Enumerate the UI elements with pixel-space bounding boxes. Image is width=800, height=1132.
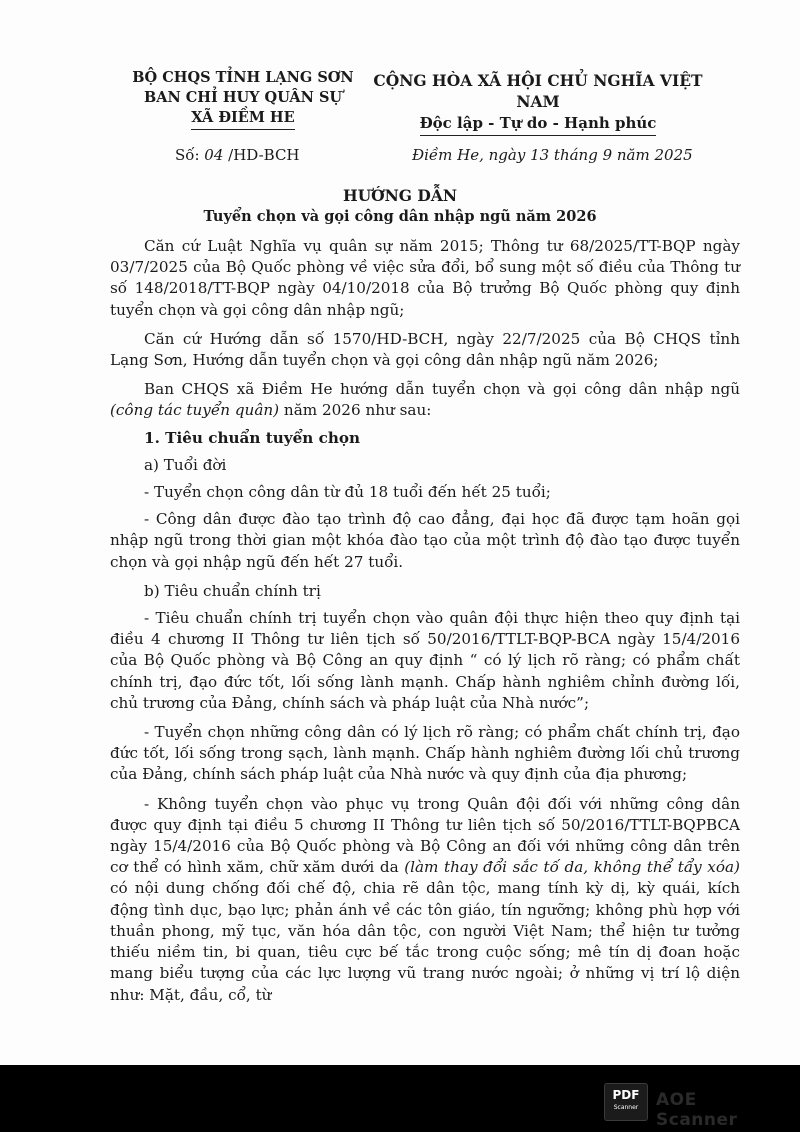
- intro-text-a: Ban CHQS xã Điềm He hướng dẫn tuyển chọn và gọi công dân nhập ngũ: [144, 380, 740, 399]
- national-header: [368, 70, 708, 136]
- doc-number-suffix: /HD-BCH: [223, 146, 300, 164]
- section-heading-1: 1. Tiêu chuẩn tuyển chọn: [144, 428, 361, 447]
- paragraph-political-3: [110, 794, 740, 1006]
- scanner-app-name: AOE Scanner: [656, 1090, 738, 1130]
- document-body: [110, 236, 740, 1014]
- paragraph-legal-basis-1: Căn cứ Luật Nghĩa vụ quân sự năm 2015; Thông tư 68/2025/TT-BQP ngày 03/7/2025 của Bộ Quốc phòng về việc sửa đổi, bổ sung một số điều của Thông tư số 148/2018/TT-BQP ngày 04/10/2018 của Bộ trưởng Bộ Quốc phòng quy định tuyển chọn và gọi công dân nhập ngũ;: [110, 237, 740, 319]
- paragraph-political-1: - Tiêu chuẩn chính trị tuyển chọn vào quân đội thực hiện theo quy định tại điều 4 chương II Thông tư liên tịch số 50/2016/TTLT-BQP-BCA ngày 15/4/2016 của Bộ Quốc phòng và Bộ Công an quy định “ có lý lịch rõ ràng; có phẩm chất chính trị, đạo đức tốt, lối sống lành mạnh. Chấp hành nghiêm chỉnh đường lối, chủ trương của Đảng, chính sách và pháp luật của Nhà nước”;: [110, 609, 740, 712]
- issuing-agency-header: [128, 68, 358, 130]
- paragraph-intro: [110, 379, 740, 421]
- agency-line-3: XÃ ĐIỀM HE: [191, 108, 294, 130]
- paragraph-legal-basis-2: Căn cứ Hướng dẫn số 1570/HD-BCH, ngày 22/7/2025 của Bộ CHQS tỉnh Lạng Sơn, Hướng dẫn tuyển chọn và gọi công dân nhập ngũ năm 2026;: [110, 329, 740, 370]
- political-3-text-emphasis: (làm thay đổi sắc tố da, không thể tẩy xóa): [404, 858, 740, 877]
- political-3-text-a: - Không tuyển chọn vào phục vụ trong Quân đội đối với những công dân được quy định tại điều 5 chương II Thông tư liên tịch số 50/2016/TTLT-BQPBCA ngày 15/4/2016 của Bộ Quốc phòng và Bộ Công an đối với những công dân trên cơ thể có hình xăm, chữ xăm dưới da: [110, 794, 740, 877]
- political-3-text-b: có nội dung chống đối chế độ, chia rẽ dân tộc, mang tính kỳ dị, kỳ quái, kích động tình dục, bạo lực; phản ánh về các tôn giáo, tín ngưỡng; không phù hợp với thuần phong, mỹ tục, văn hóa dân tộc, con người Việt Nam; thể hiện tư tưởng thiếu niềm tin, bi quan, tiêu cực bế tắc trong cuộc sống; mê tín dị đoan hoặc mang biểu tượng của các lực lượng vũ trang nước ngoài; ở những vị trí lộ diện như: Mặt, đầu, cổ, từ: [110, 879, 740, 1004]
- intro-text-emphasis: (công tác tuyển quân): [110, 401, 280, 420]
- doc-number-value: 04: [204, 146, 224, 164]
- pdf-scanner-icon: [604, 1083, 648, 1121]
- national-title: CỘNG HÒA XÃ HỘI CHỦ NGHĨA VIỆT NAM: [373, 71, 703, 111]
- agency-line-1: BỘ CHQS TỈNH LẠNG SƠN: [132, 69, 354, 86]
- title-main: HƯỚNG DẪN: [342, 186, 458, 205]
- scanner-watermark: [604, 1083, 784, 1130]
- pdf-badge-sublabel: Scanner: [613, 1104, 639, 1111]
- subsection-heading-b: b) Tiêu chuẩn chính trị: [144, 581, 321, 600]
- title-subtitle: Tuyển chọn và gọi công dân nhập ngũ năm 2026: [203, 208, 597, 225]
- paragraph-age-1: - Tuyển chọn công dân từ đủ 18 tuổi đến hết 25 tuổi;: [144, 483, 551, 502]
- intro-text-b: năm 2026 như sau:: [279, 401, 432, 420]
- national-motto: Độc lập - Tự do - Hạnh phúc: [420, 113, 657, 136]
- paragraph-political-2: - Tuyển chọn những công dân có lý lịch rõ ràng; có phẩm chất chính trị, đạo đức tốt, lối sống trong sạch, lành mạnh. Chấp hành nghiêm đường lối chủ trương của Đảng, chính sách pháp luật của Nhà nước và quy định của địa phương;: [110, 723, 740, 784]
- pdf-badge-label: PDF: [612, 1088, 640, 1102]
- document-date: Điềm He, ngày 13 tháng 9 năm 2025: [412, 146, 693, 164]
- subsection-heading-a: a) Tuổi đời: [144, 455, 227, 474]
- document-title: [100, 185, 700, 227]
- document-number: [175, 146, 300, 164]
- doc-number-prefix: Số:: [175, 146, 205, 164]
- paragraph-age-2: - Công dân được đào tạo trình độ cao đẳng, đại học đã được tạm hoãn gọi nhập ngũ trong thời gian một khóa đào tạo của một trình độ đào tạo được tuyển chọn và gọi nhập ngũ đến hết 27 tuổi.: [110, 510, 740, 571]
- agency-line-2: BAN CHỈ HUY QUÂN SỰ: [143, 89, 343, 106]
